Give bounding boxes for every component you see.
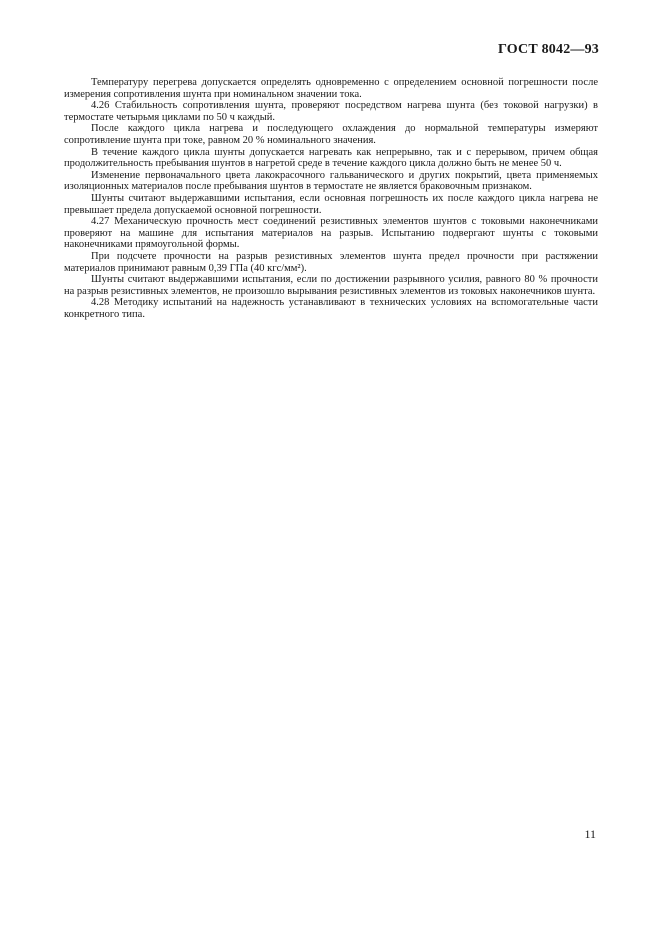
- document-body: [64, 77, 598, 320]
- paragraph-4-26-stability: 4.26 Стабильность сопротивления шунта, проверяют посредством нагрева шунта (без токовой нагрузки) в термостате четырьмя циклами по 50 ч каждый.: [64, 100, 598, 123]
- page-number: 11: [584, 827, 596, 841]
- paragraph-overheat-temperature: Температуру перегрева допускается определять одновременно с определением основной погрешности после измерения сопротивления шунта при номинальном значении тока.: [64, 77, 598, 100]
- document-code-header: ГОСТ 8042—93: [498, 42, 599, 57]
- paragraph-pass-criteria-tensile: Шунты считают выдержавшими испытания, если по достижении разрывного усилия, равного 80 % прочности на разрыв резистивных элементов, не произошло вырывания резистивных элементов из токовых наконечников шунта.: [64, 274, 598, 297]
- paragraph-color-change: Изменение первоначального цвета лакокрасочного гальванического и других покрытий, цвета применяемых изоляционных материалов после пребывания шунтов в термостате не является браковочным признаком.: [64, 169, 598, 193]
- paragraph-tensile-strength: При подсчете прочности на разрыв резистивных элементов шунта предел прочности при растяжении материалов принимают равным 0,39 ГПа (40 кгс/мм²).: [64, 250, 598, 274]
- paragraph-4-27-mechanical-strength: 4.27 Механическую прочность мест соединений резистивных элементов шунтов с токовыми наконечниками проверяют на машине для испытания материалов на разрыв. Испытанию подвергают шунты с токовыми наконечниками прямоугольной формы.: [64, 216, 598, 251]
- paragraph-4-28-reliability: 4.28 Методику испытаний на надежность устанавливают в технических условиях на вспомогательные части конкретного типа.: [64, 297, 598, 320]
- paragraph-pass-criteria-heat: Шунты считают выдержавшими испытания, если основная погрешность их после каждого цикла нагрева не превышает предела допускаемой основной погрешности.: [64, 192, 598, 216]
- paragraph-cooling-measurement: После каждого цикла нагрева и последующего охлаждения до нормальной температуры измеряют сопротивление шунта при токе, равном 20 % номинального значения.: [64, 123, 598, 146]
- paragraph-heating-cycle: В течение каждого цикла шунты допускается нагревать как непрерывно, так и с перерывом, причем общая продолжительность пребывания шунтов в нагретой среде в течение каждого цикла должно быть не менее 50 ч.: [64, 146, 598, 170]
